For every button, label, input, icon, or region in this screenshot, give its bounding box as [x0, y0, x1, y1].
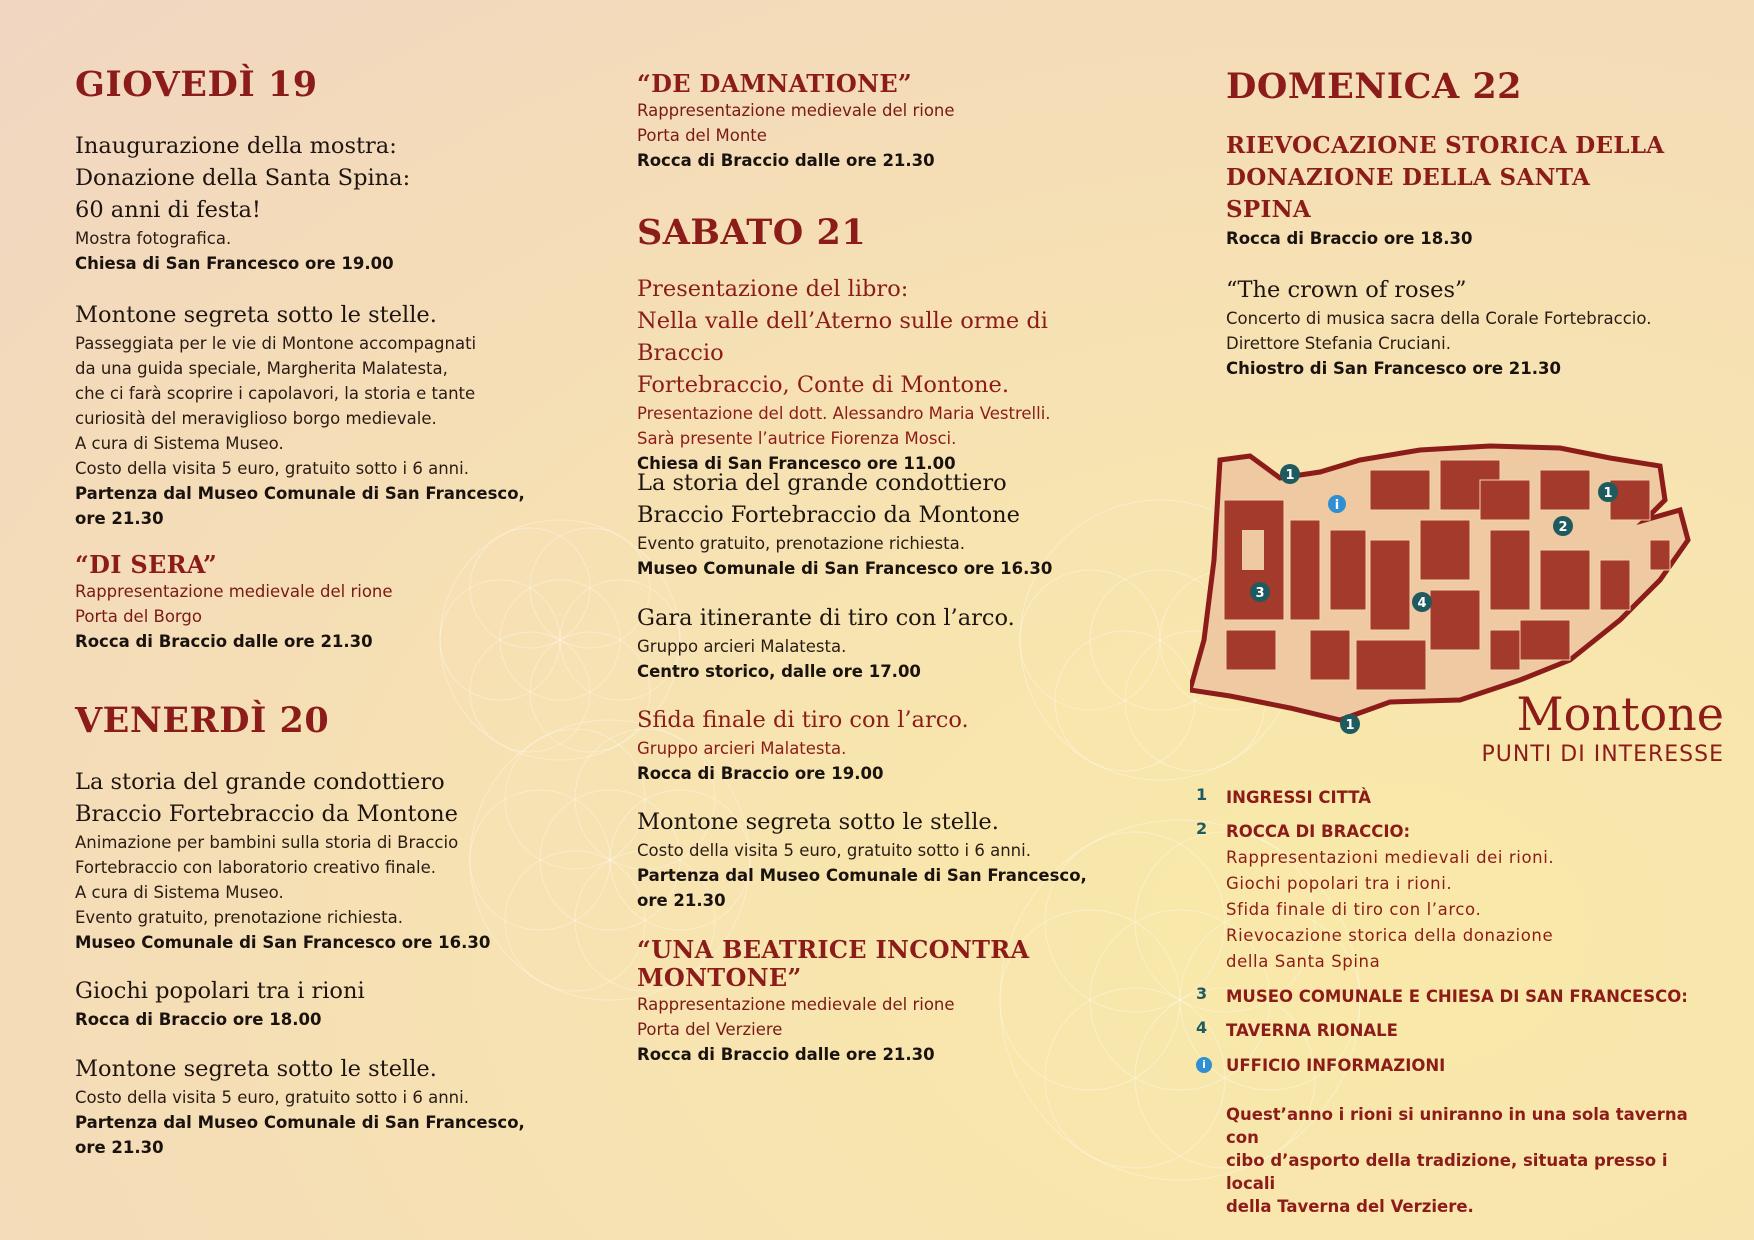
event-venue: Rocca di Braccio ore 18.00	[75, 1010, 322, 1029]
event-description: Gruppo arcieri Malatesta.	[637, 739, 847, 758]
event-venue: Rocca di Braccio dalle ore 21.30	[637, 151, 935, 170]
event-title: Sfida finale di tiro con l’arco.	[637, 707, 969, 733]
event-title: Presentazione del libro:	[637, 276, 909, 302]
event-title: Montone segreta sotto le stelle.	[75, 1056, 437, 1082]
map-building	[1490, 530, 1530, 610]
event-title: “The crown of roses”	[1226, 277, 1467, 303]
legend-label: TAVERNA RIONALE	[1226, 1021, 1398, 1040]
legend-number: 3	[1196, 984, 1208, 1003]
event-description: Fortebraccio con laboratorio creativo finale.	[75, 858, 436, 877]
event-description: Porta del Verziere	[637, 1020, 783, 1039]
event-venue: Rocca di Braccio dalle ore 21.30	[637, 1045, 935, 1064]
event-book-presentation	[637, 273, 1137, 476]
event-secret-walk	[75, 299, 545, 531]
legend-item-info	[1196, 1053, 1716, 1079]
event-title: Giochi popolari tra i rioni	[75, 978, 365, 1004]
event-title: Gara itinerante di tiro con l’arco.	[637, 605, 1015, 631]
event-venue: ore 21.30	[75, 1138, 164, 1157]
legend-sub-item: Rappresentazioni medievali dei rioni.	[1226, 848, 1555, 867]
event-description: A cura di Sistema Museo.	[75, 434, 284, 453]
map-marker-label: 4	[1417, 596, 1427, 611]
event-title: Braccio Fortebraccio da Montone	[75, 801, 458, 827]
info-marker-label: i	[1334, 498, 1340, 513]
event-title: La storia del grande condottiero	[637, 470, 1007, 496]
map-building	[1540, 550, 1590, 610]
event-description: Evento gratuito, prenotazione richiesta.	[75, 908, 403, 927]
event-venue: Museo Comunale di San Francesco ore 16.30	[75, 933, 491, 952]
map-courtyard	[1242, 530, 1264, 570]
note-line: della Taverna del Verziere.	[1226, 1197, 1474, 1216]
event-description: Concerto di musica sacra della Corale Fortebraccio.	[1226, 309, 1652, 328]
event-title: Donazione della Santa Spina:	[75, 165, 411, 191]
map-building	[1356, 640, 1426, 690]
event-venue: Partenza dal Museo Comunale di San Francesco,	[637, 866, 1087, 885]
event-description: Direttore Stefania Cruciani.	[1226, 334, 1451, 353]
legend-number: 2	[1196, 819, 1208, 838]
legend-sub-item: della Santa Spina	[1226, 952, 1381, 971]
event-archery-race	[637, 602, 1137, 684]
legend-label: UFFICIO INFORMAZIONI	[1226, 1056, 1446, 1075]
event-description: Sarà presente l’autrice Fiorenza Mosci.	[637, 429, 957, 448]
legend-label: INGRESSI CITTÀ	[1226, 788, 1372, 807]
legend-item-taverna	[1196, 1018, 1716, 1044]
event-venue: Rocca di Braccio ore 18.30	[1226, 229, 1473, 248]
legend-label: MUSEO COMUNALE E CHIESA DI SAN FRANCESCO:	[1226, 987, 1688, 1006]
event-venue: Partenza dal Museo Comunale di San Francesco,	[75, 484, 525, 503]
event-description: da una guida speciale, Margherita Malatesta,	[75, 359, 448, 378]
legend-number: 1	[1196, 785, 1208, 804]
event-title: “DE DAMNATIONE”	[637, 69, 913, 98]
event-venue: Rocca di Braccio ore 19.00	[637, 764, 884, 783]
day-heading-thursday: GIOVEDÌ 19	[75, 64, 318, 105]
event-exhibition	[75, 130, 545, 276]
map-marker-label: 1	[1603, 486, 1613, 501]
map-subtitle: PUNTI DI INTERESSE	[1481, 742, 1724, 767]
event-description: Rappresentazione medievale del rione	[637, 995, 955, 1014]
event-description: Costo della visita 5 euro, gratuito sotto i 6 anni.	[75, 459, 469, 478]
map-building	[1650, 540, 1670, 570]
event-venue: Museo Comunale di San Francesco ore 16.30	[637, 559, 1053, 578]
event-title: Inaugurazione della mostra:	[75, 133, 397, 159]
event-title: Braccio Fortebraccio da Montone	[637, 502, 1020, 528]
map-marker-label: 2	[1558, 520, 1568, 535]
event-title: Montone segreta sotto le stelle.	[637, 809, 999, 835]
map-marker-label: 1	[1285, 468, 1295, 483]
day-heading-friday: VENERDÌ 20	[75, 700, 330, 741]
event-description: che ci farà scoprire i capolavori, la storia e tante	[75, 384, 476, 403]
event-title: DONAZIONE DELLA SANTA	[1226, 164, 1591, 191]
event-title: MONTONE”	[637, 963, 802, 992]
event-venue: Chiesa di San Francesco ore 11.00	[637, 454, 956, 473]
event-secret-walk-3	[637, 806, 1137, 913]
event-title: SPINA	[1226, 196, 1312, 223]
event-venue: Chiostro di San Francesco ore 21.30	[1226, 359, 1561, 378]
event-archery-final	[637, 704, 1137, 786]
map-building	[1226, 630, 1276, 670]
map-building	[1520, 620, 1570, 660]
event-description: Mostra fotografica.	[75, 229, 232, 248]
event-description: Rappresentazione medievale del rione	[637, 101, 955, 120]
event-venue: Centro storico, dalle ore 17.00	[637, 662, 921, 681]
event-description: Rappresentazione medievale del rione	[75, 582, 393, 601]
event-venue: Rocca di Braccio dalle ore 21.30	[75, 632, 373, 651]
legend-label: ROCCA DI BRACCIO:	[1226, 822, 1411, 841]
map-building	[1420, 520, 1470, 580]
event-description: A cura di Sistema Museo.	[75, 883, 284, 902]
event-children-story	[75, 766, 545, 955]
event-description: Costo della visita 5 euro, gratuito sotto i 6 anni.	[637, 841, 1031, 860]
event-de-damnatione	[637, 70, 1137, 173]
event-rievocazione	[1226, 130, 1716, 251]
map-marker-label: 1	[1345, 718, 1355, 733]
map-building	[1330, 530, 1366, 610]
event-description: Evento gratuito, prenotazione richiesta.	[637, 534, 965, 553]
event-venue: Chiesa di San Francesco ore 19.00	[75, 254, 394, 273]
event-title: RIEVOCAZIONE STORICA DELLA	[1226, 132, 1665, 159]
event-description: Porta del Borgo	[75, 607, 202, 626]
event-title: “UNA BEATRICE INCONTRA	[637, 935, 1030, 964]
map-title: Montone	[1516, 687, 1724, 741]
map-building	[1490, 630, 1520, 670]
event-title: Fortebraccio, Conte di Montone.	[637, 372, 1009, 398]
legend-sub-item: Giochi popolari tra i rioni.	[1226, 874, 1453, 893]
legend-number: 4	[1196, 1018, 1208, 1037]
map-building	[1480, 480, 1530, 520]
map-building	[1370, 540, 1410, 630]
event-popular-games	[75, 975, 545, 1032]
map-building	[1310, 630, 1350, 680]
map-building	[1290, 520, 1320, 620]
event-description: Gruppo arcieri Malatesta.	[637, 637, 847, 656]
event-title: La storia del grande condottiero	[75, 769, 445, 795]
legend-item-museum	[1196, 984, 1716, 1010]
event-title: 60 anni di festa!	[75, 197, 261, 223]
legend-item-entrances	[1196, 785, 1716, 811]
event-description: curiosità del meraviglioso borgo medievale.	[75, 409, 437, 428]
map-marker-label: 3	[1255, 586, 1265, 601]
map-building	[1430, 590, 1480, 650]
event-description: Costo della visita 5 euro, gratuito sotto i 6 anni.	[75, 1088, 469, 1107]
event-description: Animazione per bambini sulla storia di Braccio	[75, 833, 459, 852]
event-title: Montone segreta sotto le stelle.	[75, 302, 437, 328]
taverna-note	[1226, 1103, 1696, 1218]
event-description: Passeggiata per le vie di Montone accompagnati	[75, 334, 477, 353]
event-venue: ore 21.30	[75, 509, 164, 528]
event-venue: ore 21.30	[637, 891, 726, 910]
legend-item-rocca	[1196, 819, 1716, 975]
event-di-sera	[75, 551, 545, 654]
note-line: Quest’anno i rioni si uniranno in una sola taverna con	[1226, 1105, 1688, 1147]
note-line: cibo d’asporto della tradizione, situata presso i locali	[1226, 1151, 1668, 1193]
event-description: Presentazione del dott. Alessandro Maria Vestrelli.	[637, 404, 1051, 423]
event-title: Nella valle dell’Aterno sulle orme di Braccio	[637, 308, 1048, 366]
event-title: “DI SERA”	[75, 550, 218, 579]
map-building	[1540, 470, 1590, 510]
event-condottiero	[637, 467, 1137, 581]
event-secret-walk-2	[75, 1053, 545, 1160]
map-building	[1600, 560, 1630, 610]
map-building	[1370, 470, 1430, 510]
day-heading-saturday: SABATO 21	[637, 212, 867, 253]
info-icon: i	[1196, 1057, 1212, 1073]
event-venue: Partenza dal Museo Comunale di San Francesco,	[75, 1113, 525, 1132]
legend-sub-item: Rievocazione storica della donazione	[1226, 926, 1554, 945]
day-heading-sunday: DOMENICA 22	[1226, 66, 1523, 107]
event-description: Porta del Monte	[637, 126, 767, 145]
event-beatrice	[637, 936, 1137, 1067]
legend-sub-item: Sfida finale di tiro con l’arco.	[1226, 900, 1482, 919]
event-crown-of-roses	[1226, 274, 1716, 381]
